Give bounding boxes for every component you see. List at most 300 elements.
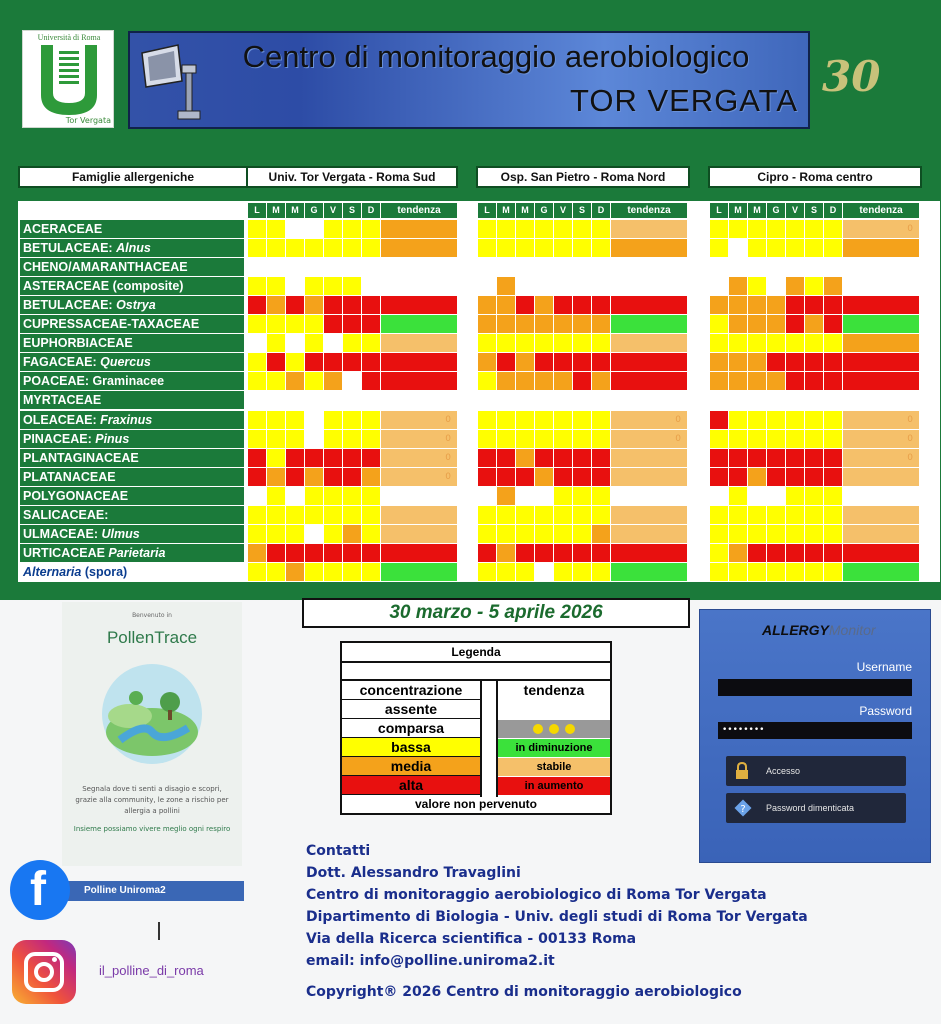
concentration-cell — [497, 525, 515, 543]
concentration-cell — [286, 258, 304, 276]
concentration-cell — [729, 525, 747, 543]
concentration-cell — [362, 372, 380, 390]
day-header: S — [573, 203, 591, 218]
trend-cell — [611, 315, 687, 333]
concentration-cell — [535, 411, 553, 429]
day-header: L — [478, 203, 496, 218]
concentration-cell — [362, 506, 380, 524]
concentration-cell — [305, 449, 323, 467]
brand-suffix: Monitor — [828, 622, 876, 638]
dot-icon — [565, 724, 575, 734]
concentration-cell — [729, 449, 747, 467]
password-label: Password — [859, 704, 912, 718]
concentration-cell — [824, 430, 842, 448]
trend-cell — [381, 258, 457, 276]
concentration-cell — [573, 563, 591, 581]
legend-increasing: in aumento — [498, 777, 610, 795]
concentration-cell — [267, 239, 285, 257]
banner-title: Centro di monitoraggio aerobiologico — [242, 39, 750, 74]
concentration-cell — [592, 449, 610, 467]
day-header: M — [748, 203, 766, 218]
concentration-cell — [786, 220, 804, 238]
allergy-monitor-brand — [762, 622, 876, 638]
concentration-cell — [516, 277, 534, 295]
contacts-email[interactable]: email: info@polline.uniroma2.it — [306, 953, 555, 969]
dot-icon — [549, 724, 559, 734]
concentration-cell — [710, 525, 728, 543]
concentration-cell — [786, 430, 804, 448]
day-header: S — [343, 203, 361, 218]
trend-cell: 0 — [843, 220, 919, 238]
concentration-cell — [767, 296, 785, 314]
facebook-label: Polline Uniroma2 — [84, 885, 166, 896]
facebook-icon[interactable] — [10, 860, 70, 920]
concentration-cell — [497, 468, 515, 486]
family-name: ACERACEAE — [23, 222, 103, 236]
concentration-cell — [729, 277, 747, 295]
concentration-cell — [324, 468, 342, 486]
concentration-cell — [824, 411, 842, 429]
family-row — [20, 353, 244, 371]
concentration-cell — [592, 430, 610, 448]
family-genus: Alternaria — [23, 564, 82, 579]
concentration-cell — [535, 239, 553, 257]
instagram-dot — [52, 957, 57, 962]
family-name: PLANTAGINACEAE — [23, 450, 139, 465]
trend-cell — [611, 220, 687, 238]
concentration-cell — [554, 296, 572, 314]
family-name: FAGACEAE: — [23, 355, 101, 370]
concentration-cell — [824, 372, 842, 390]
concentration-cell — [286, 487, 304, 505]
concentration-cell — [305, 258, 323, 276]
concentration-cell — [305, 353, 323, 371]
concentration-cell — [767, 239, 785, 257]
concentration-cell — [286, 353, 304, 371]
family-row — [20, 334, 244, 352]
concentration-cell — [248, 563, 266, 581]
concentration-cell — [478, 372, 496, 390]
concentration-cell — [748, 449, 766, 467]
concentration-cell — [305, 563, 323, 581]
family-genus: Quercus — [100, 355, 151, 370]
concentration-cell — [767, 391, 785, 409]
concentration-cell — [516, 315, 534, 333]
concentration-cell — [573, 391, 591, 409]
concentration-cell — [362, 220, 380, 238]
family-name: BETULACEAE: — [23, 241, 117, 256]
concentration-cell — [767, 220, 785, 238]
trend-header: tendenza — [381, 203, 457, 218]
concentration-cell — [324, 525, 342, 543]
concentration-cell — [478, 239, 496, 257]
instagram-link[interactable]: il_polline_di_roma — [99, 963, 204, 978]
legend-appearance: comparsa — [342, 719, 480, 738]
concentration-cell — [267, 353, 285, 371]
family-name: PINACEAE: — [23, 431, 96, 446]
trend-cell — [843, 544, 919, 562]
concentration-cell — [748, 239, 766, 257]
concentration-cell — [710, 258, 728, 276]
contacts-department: Dipartimento di Biologia - Univ. degli studi di Roma Tor Vergata — [306, 909, 808, 925]
day-header: D — [362, 203, 380, 218]
concentration-cell — [729, 411, 747, 429]
concentration-cell — [516, 563, 534, 581]
trend-cell — [843, 239, 919, 257]
concentration-cell — [748, 544, 766, 562]
username-label: Username — [856, 660, 912, 674]
family-name: SALICACEAE: — [23, 507, 109, 522]
concentration-cell — [362, 239, 380, 257]
allergy-monitor-login — [699, 609, 931, 863]
concentration-cell — [710, 296, 728, 314]
facebook-f-glyph: f — [30, 863, 46, 916]
concentration-cell — [573, 544, 591, 562]
concentration-cell — [267, 430, 285, 448]
login-button-label: Accesso — [766, 766, 801, 776]
trend-cell — [843, 296, 919, 314]
concentration-cell — [748, 353, 766, 371]
concentration-cell — [748, 315, 766, 333]
concentration-cell — [478, 563, 496, 581]
trend-cell — [611, 449, 687, 467]
family-row — [20, 544, 244, 562]
concentration-cell — [786, 487, 804, 505]
trend-cell: 0 — [381, 468, 457, 486]
trend-cell — [611, 353, 687, 371]
concentration-cell — [324, 277, 342, 295]
day-header: M — [497, 203, 515, 218]
family-row — [20, 258, 244, 276]
banner-subtitle: TOR VERGATA — [569, 83, 798, 118]
concentration-cell — [516, 391, 534, 409]
day-header: L — [248, 203, 266, 218]
concentration-cell — [767, 449, 785, 467]
family-row — [20, 468, 244, 486]
concentration-cell — [305, 391, 323, 409]
concentration-cell — [286, 430, 304, 448]
username-input[interactable] — [718, 679, 912, 696]
concentration-cell — [748, 506, 766, 524]
concentration-cell — [824, 506, 842, 524]
family-row — [20, 391, 244, 409]
family-row — [20, 449, 244, 467]
concentration-cell — [805, 296, 823, 314]
concentration-cell — [497, 258, 515, 276]
concentration-cell — [805, 220, 823, 238]
trend-cell — [843, 506, 919, 524]
concentration-cell — [516, 430, 534, 448]
concentration-cell — [786, 391, 804, 409]
concentration-cell — [343, 239, 361, 257]
login-button[interactable] — [726, 756, 906, 786]
concentration-cell — [554, 544, 572, 562]
concentration-cell — [248, 391, 266, 409]
concentration-cell — [497, 563, 515, 581]
concentration-cell — [497, 334, 515, 352]
concentration-cell — [786, 334, 804, 352]
concentration-cell — [805, 334, 823, 352]
contacts-heading: Contatti — [306, 843, 371, 859]
concentration-cell — [824, 563, 842, 581]
concentration-cell — [748, 258, 766, 276]
concentration-cell — [516, 487, 534, 505]
concentration-cell — [748, 468, 766, 486]
concentration-cell — [710, 563, 728, 581]
concentration-cell — [343, 430, 361, 448]
concentration-cell — [573, 487, 591, 505]
concentration-cell — [805, 277, 823, 295]
forgot-password-button[interactable] — [726, 793, 906, 823]
concentration-cell — [573, 296, 591, 314]
trend-cell — [843, 391, 919, 409]
concentration-cell — [362, 315, 380, 333]
concentration-cell — [286, 411, 304, 429]
concentration-cell — [478, 525, 496, 543]
concentration-cell — [573, 506, 591, 524]
concentration-cell — [362, 487, 380, 505]
concentration-cell — [286, 334, 304, 352]
concentration-cell — [767, 353, 785, 371]
concentration-cell — [362, 563, 380, 581]
concentration-cell — [710, 506, 728, 524]
family-row — [20, 296, 244, 314]
concentration-cell — [286, 506, 304, 524]
trend-cell — [381, 563, 457, 581]
day-header: G — [535, 203, 553, 218]
divider — [158, 922, 160, 940]
concentration-cell — [710, 391, 728, 409]
concentration-cell — [573, 277, 591, 295]
concentration-cell — [478, 277, 496, 295]
instagram-icon[interactable] — [12, 940, 76, 1004]
trend-cell — [843, 315, 919, 333]
concentration-cell — [805, 372, 823, 390]
concentration-cell — [516, 468, 534, 486]
concentration-cell — [305, 544, 323, 562]
concentration-cell — [592, 391, 610, 409]
concentration-cell — [343, 487, 361, 505]
concentration-cell — [573, 258, 591, 276]
family-row — [20, 372, 244, 390]
concentration-cell — [592, 277, 610, 295]
concentration-cell — [516, 372, 534, 390]
concentration-cell — [748, 296, 766, 314]
anniversary-badge: 30 — [822, 52, 881, 101]
concentration-cell — [554, 353, 572, 371]
trend-cell: 0 — [843, 449, 919, 467]
concentration-cell — [478, 449, 496, 467]
concentration-cell — [554, 487, 572, 505]
trend-cell — [381, 220, 457, 238]
family-name: MYRTACEAE — [23, 393, 102, 408]
trend-cell: 0 — [843, 430, 919, 448]
family-row — [20, 525, 244, 543]
concentration-cell — [343, 468, 361, 486]
concentration-cell — [748, 525, 766, 543]
concentration-cell — [324, 353, 342, 371]
concentration-cell — [478, 296, 496, 314]
family-genus: Fraxinus — [100, 412, 153, 427]
trend-cell — [843, 277, 919, 295]
family-row — [20, 277, 244, 295]
concentration-cell — [573, 430, 591, 448]
concentration-cell — [535, 525, 553, 543]
concentration-cell — [729, 353, 747, 371]
trend-cell — [843, 334, 919, 352]
concentration-cell — [267, 277, 285, 295]
concentration-cell — [516, 411, 534, 429]
concentration-cell — [729, 563, 747, 581]
concentration-cell — [748, 372, 766, 390]
concentration-cell — [805, 315, 823, 333]
concentration-cell — [305, 468, 323, 486]
concentration-cell — [767, 411, 785, 429]
trend-cell — [843, 487, 919, 505]
concentration-cell — [497, 372, 515, 390]
concentration-cell — [286, 220, 304, 238]
concentration-cell — [710, 353, 728, 371]
legend-absent: assente — [342, 700, 480, 719]
concentration-cell — [478, 220, 496, 238]
concentration-cell — [592, 220, 610, 238]
concentration-cell — [786, 372, 804, 390]
trend-cell: 0 — [611, 411, 687, 429]
pollentrace-brand: PollenTrace — [106, 628, 198, 647]
legend — [340, 641, 612, 815]
trend-cell — [381, 487, 457, 505]
family-name: POLYGONACEAE — [23, 488, 129, 503]
concentration-cell — [324, 430, 342, 448]
concentration-cell — [824, 449, 842, 467]
concentration-cell — [248, 296, 266, 314]
concentration-cell — [824, 468, 842, 486]
concentration-cell — [343, 525, 361, 543]
concentration-cell — [748, 220, 766, 238]
trend-cell — [843, 258, 919, 276]
concentration-cell — [592, 411, 610, 429]
concentration-cell — [824, 353, 842, 371]
concentration-cell — [267, 296, 285, 314]
university-u-icon — [37, 45, 101, 117]
password-input[interactable]: •••••••• — [718, 722, 912, 739]
concentration-cell — [554, 430, 572, 448]
family-row — [20, 487, 244, 505]
date-range: 30 marzo - 5 aprile 2026 — [302, 598, 690, 628]
day-header: M — [729, 203, 747, 218]
legend-concentration-header: concentrazione — [342, 681, 480, 700]
concentration-cell — [729, 430, 747, 448]
concentration-cell — [805, 487, 823, 505]
concentration-cell — [786, 563, 804, 581]
concentration-cell — [592, 334, 610, 352]
legend-not-received: valore non pervenuto — [414, 797, 538, 811]
trend-cell — [611, 544, 687, 562]
family-genus: Ulmus — [101, 526, 140, 541]
trend-header: tendenza — [843, 203, 919, 218]
concentration-cell — [554, 372, 572, 390]
concentration-cell — [267, 411, 285, 429]
concentration-cell — [805, 544, 823, 562]
concentration-cell — [710, 334, 728, 352]
family-name: URTICACEAE — [23, 545, 109, 560]
concentration-cell — [824, 315, 842, 333]
concentration-cell — [478, 315, 496, 333]
day-header: V — [786, 203, 804, 218]
concentration-cell — [824, 391, 842, 409]
legend-high: alta — [342, 776, 480, 795]
concentration-cell — [573, 220, 591, 238]
concentration-cell — [710, 411, 728, 429]
concentration-cell — [497, 430, 515, 448]
concentration-cell — [362, 468, 380, 486]
family-name: PLATANACEAE — [23, 469, 116, 484]
concentration-cell — [748, 487, 766, 505]
concentration-cell — [516, 334, 534, 352]
concentration-cell — [267, 468, 285, 486]
concentration-cell — [748, 277, 766, 295]
concentration-cell — [248, 315, 266, 333]
day-header: D — [824, 203, 842, 218]
concentration-cell — [286, 372, 304, 390]
concentration-cell — [535, 391, 553, 409]
concentration-cell — [343, 563, 361, 581]
concentration-cell — [710, 372, 728, 390]
pollentrace-card[interactable] — [62, 602, 242, 866]
trend-cell: 0 — [843, 411, 919, 429]
concentration-cell — [362, 353, 380, 371]
trend-cell — [381, 315, 457, 333]
concentration-cell — [767, 544, 785, 562]
concentration-cell — [554, 468, 572, 486]
trend-cell: 0 — [381, 430, 457, 448]
concentration-cell — [324, 258, 342, 276]
station-header-3: Cipro - Roma centro — [708, 166, 922, 188]
concentration-cell — [343, 277, 361, 295]
title-banner — [128, 31, 810, 129]
concentration-cell — [710, 239, 728, 257]
concentration-cell — [554, 258, 572, 276]
concentration-cell — [554, 334, 572, 352]
concentration-cell — [248, 277, 266, 295]
concentration-cell — [767, 525, 785, 543]
concentration-cell — [805, 525, 823, 543]
concentration-cell — [592, 239, 610, 257]
concentration-cell — [592, 258, 610, 276]
trend-cell — [381, 296, 457, 314]
concentration-cell — [729, 487, 747, 505]
concentration-cell — [497, 353, 515, 371]
concentration-cell — [497, 296, 515, 314]
concentration-cell — [267, 506, 285, 524]
concentration-cell — [824, 277, 842, 295]
concentration-cell — [286, 468, 304, 486]
concentration-cell — [554, 220, 572, 238]
concentration-cell — [286, 544, 304, 562]
concentration-cell — [767, 487, 785, 505]
trend-cell — [611, 391, 687, 409]
concentration-cell — [554, 277, 572, 295]
concentration-cell — [497, 411, 515, 429]
concentration-cell — [267, 449, 285, 467]
contacts-person: Dott. Alessandro Travaglini — [306, 865, 521, 881]
day-header: D — [592, 203, 610, 218]
concentration-cell — [343, 391, 361, 409]
concentration-cell — [592, 563, 610, 581]
concentration-cell — [497, 315, 515, 333]
legend-medium: media — [342, 757, 480, 776]
concentration-cell — [324, 315, 342, 333]
